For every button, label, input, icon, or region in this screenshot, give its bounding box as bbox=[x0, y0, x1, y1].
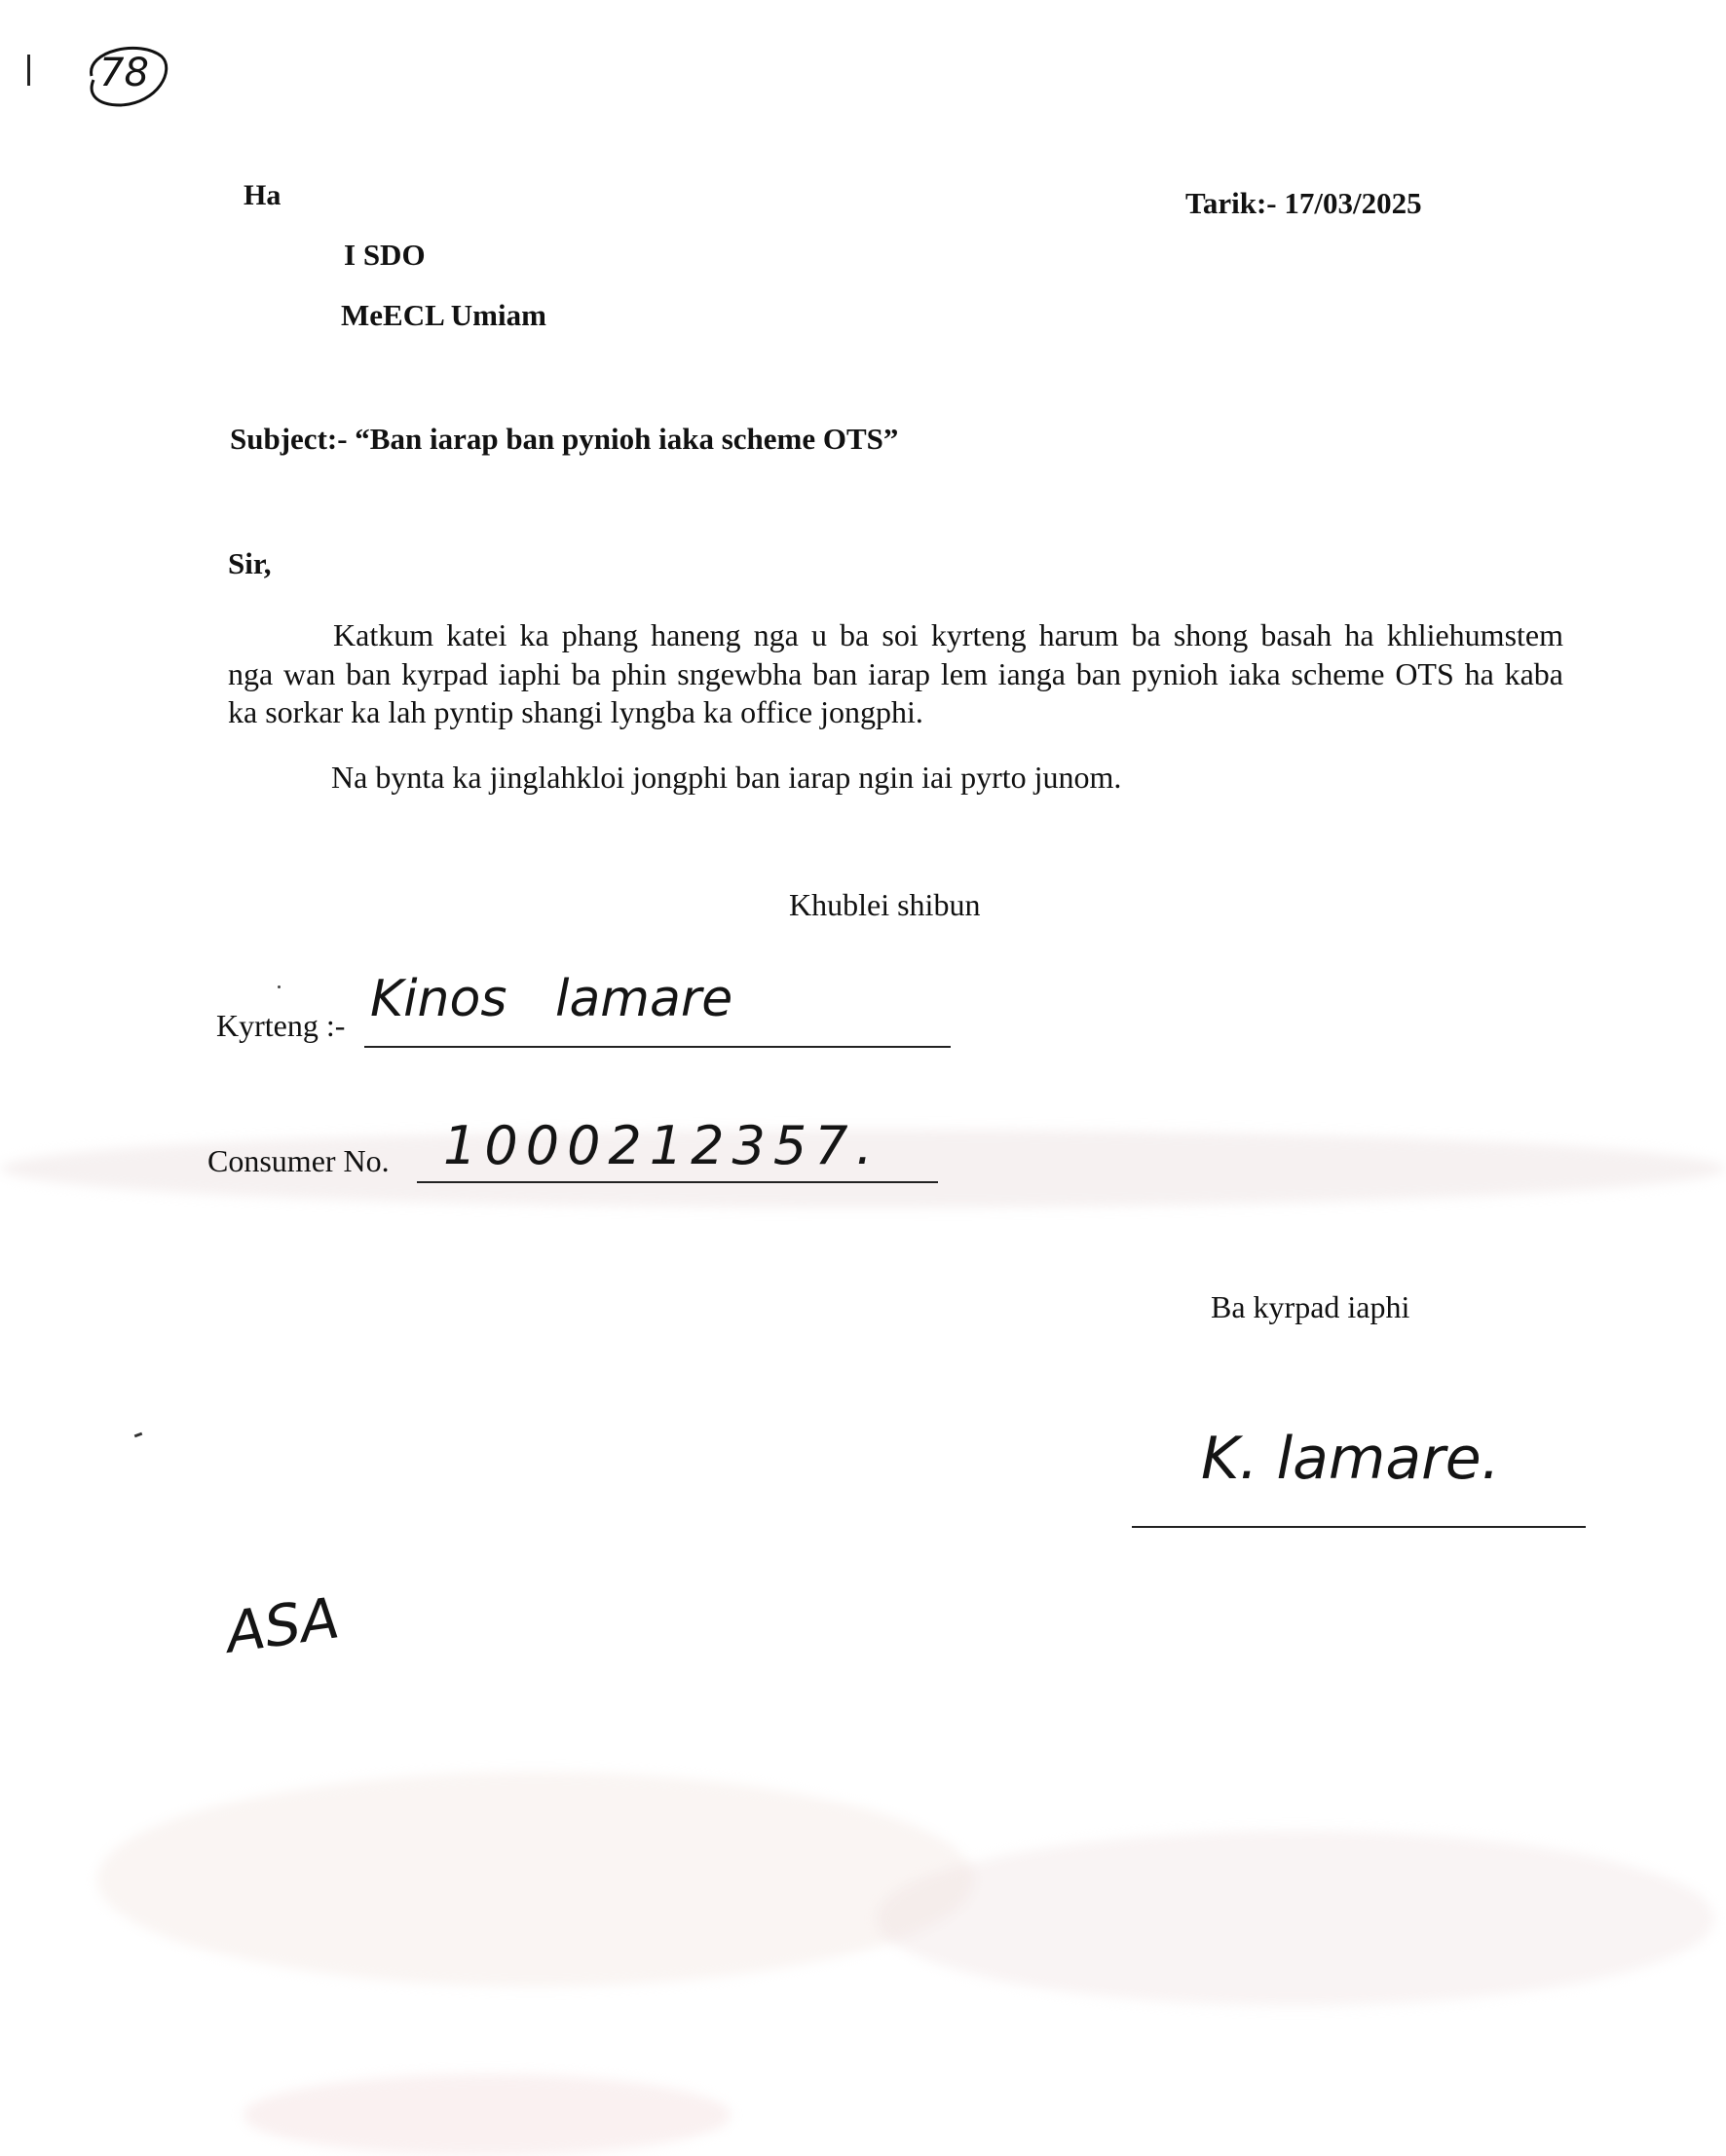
recipient-line-2: MeECL Umiam bbox=[341, 298, 546, 332]
date-line: Tarik:- 17/03/2025 bbox=[1185, 186, 1422, 220]
scan-stain bbox=[877, 1831, 1714, 2006]
subject-line: Subject:- “Ban iarap ban pynioh iaka scheme OTS” bbox=[230, 422, 899, 456]
scan-speck bbox=[134, 1432, 143, 1438]
scan-stain bbox=[97, 1772, 974, 1987]
scan-speck bbox=[278, 985, 281, 988]
consumer-number-handwritten: 1000212357. bbox=[443, 1115, 881, 1176]
recipient-line-1: I SDO bbox=[344, 238, 426, 272]
greeting: Sir, bbox=[228, 546, 272, 580]
consumer-label: Consumer No. bbox=[207, 1143, 390, 1178]
page-number: 78 bbox=[99, 51, 149, 95]
scan-stain bbox=[244, 2074, 731, 2156]
body-paragraph-2: Na bynta ka jinglahkloi jongphi ban iarap ngin iai pyrto junom. bbox=[331, 760, 1122, 795]
left-margin-mark bbox=[27, 55, 30, 86]
salutation-to: Ha bbox=[244, 179, 281, 211]
closing: Khublei shibun bbox=[789, 887, 981, 922]
body-paragraph-1-line-2: nga wan ban kyrpad iaphi ba phin sngewbha ban iarap lem ianga ban pynioh iaka scheme OTS ha kaba bbox=[228, 656, 1563, 691]
name-handwritten: Kinos lamare bbox=[370, 970, 733, 1028]
name-underline bbox=[364, 1046, 951, 1048]
body-paragraph-1-line-1: Katkum katei ka phang haneng nga u ba soi kyrteng harum ba shong basah ha khliehumstem bbox=[333, 617, 1563, 652]
signature: K. lamare. bbox=[1201, 1425, 1500, 1493]
sign-off: Ba kyrpad iaphi bbox=[1211, 1289, 1410, 1324]
initials-mark: ASA bbox=[221, 1584, 344, 1666]
body-paragraph-1-line-3: ka sorkar ka lah pyntip shangi lyngba ka office jongphi. bbox=[228, 694, 923, 729]
signature-underline bbox=[1132, 1526, 1586, 1528]
consumer-underline bbox=[417, 1181, 938, 1183]
name-label: Kyrteng :- bbox=[216, 1008, 346, 1043]
